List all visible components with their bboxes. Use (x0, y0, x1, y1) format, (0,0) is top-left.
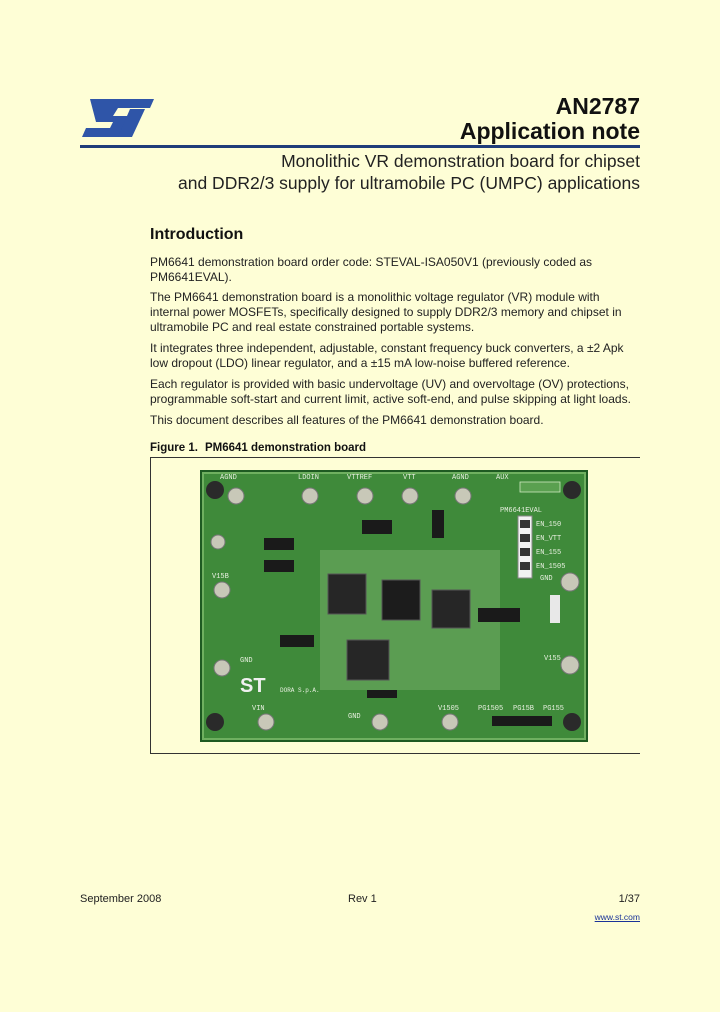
paragraph: Each regulator is provided with basic undervoltage (UV) and overvoltage (OV) protections, programmable soft-start and current limit, active soft-end, and pulse skipping at light loads. (150, 377, 631, 406)
doc-type: Application note (459, 118, 640, 144)
paragraph: It integrates three independent, adjustable, constant frequency buck converters, a ±2 Apk low dropout (LDO) linear regulator, and a ±15 mA low-noise buffered reference. (150, 341, 624, 370)
st-logo (80, 96, 156, 140)
footer-rev: Rev 1 (348, 893, 377, 905)
label-ldoin: LDOIN (298, 474, 320, 482)
section-title: Introduction (150, 226, 244, 243)
label-pg155: PG155 (543, 705, 565, 713)
label-v1505: V1505 (438, 705, 460, 713)
subtitle (80, 150, 640, 194)
label-board-name: PM6641EVAL (500, 507, 543, 515)
figure-caption (150, 442, 366, 454)
board-photo (200, 470, 588, 742)
label-gnd-right: GND (540, 575, 553, 583)
figure-number: Figure 1. (150, 442, 198, 454)
svg-text:ST: ST (240, 675, 266, 697)
label-pg1505: PG1505 (478, 705, 504, 713)
label-agnd-2: AGND (452, 474, 469, 482)
subtitle-line-1: Monolithic VR demonstration board for chipset (281, 151, 640, 171)
label-v15b: V15B (212, 573, 229, 581)
subtitle-line-2: and DDR2/3 supply for ultramobile PC (UMPC) applications (178, 173, 640, 193)
paragraph: The PM6641 demonstration board is a monolithic voltage regulator (VR) module with internal power MOSFETs, specifically designed to supply DDR2/3 memory and chipset in ultramobile PC and real estate constrained portable systems. (150, 290, 622, 334)
label-company: DORA S.p.A. (280, 687, 320, 694)
label-vin: VIN (252, 705, 265, 713)
label-en-1505: EN_1505 (536, 563, 566, 571)
footer-page: 1/37 (618, 893, 640, 905)
label-pg15b: PG15B (513, 705, 535, 713)
label-v155: V155 (544, 655, 561, 663)
figure-title: PM6641 demonstration board (205, 442, 367, 454)
label-agnd: AGND (220, 474, 237, 482)
label-en-155: EN_155 (536, 549, 562, 557)
label-gnd-bottom: GND (348, 713, 361, 721)
label-vtt: VTT (403, 474, 416, 482)
paragraph: This document describes all features of the PM6641 demonstration board. (150, 413, 544, 427)
label-en-150: EN_150 (536, 521, 562, 529)
label-aux: AUX (496, 474, 509, 482)
footer-date: September 2008 (80, 893, 162, 905)
doc-number: AN2787 (555, 93, 640, 119)
footer-url[interactable]: www.st.com (594, 912, 640, 922)
label-vttref: VTTREF (347, 474, 373, 482)
paragraph: PM6641 demonstration board order code: STEVAL-ISA050V1 (previously coded as PM6641EVAL). (150, 255, 593, 284)
header-rule (80, 145, 640, 148)
label-gnd-left: GND (240, 657, 253, 665)
label-en-vtt: EN_VTT (536, 535, 562, 543)
